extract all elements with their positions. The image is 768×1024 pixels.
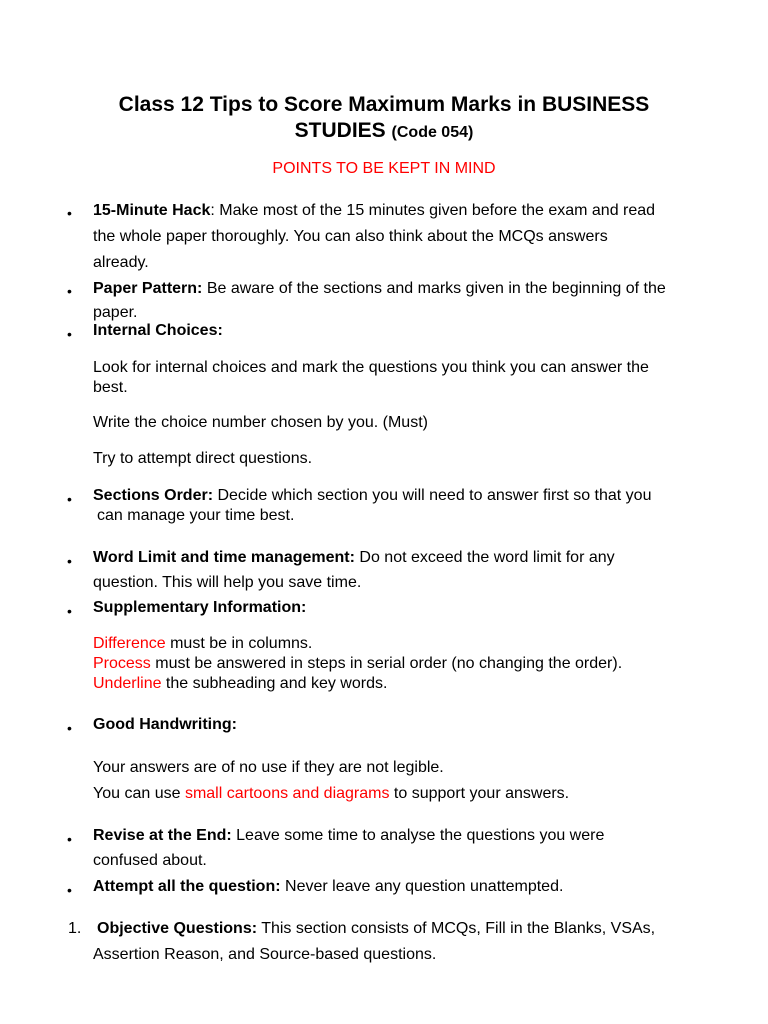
choices-heading xyxy=(93,322,223,340)
wordlimit-label: Word Limit and time management: xyxy=(93,549,355,566)
objective-line-1 xyxy=(97,920,655,938)
bullet-marker: • xyxy=(67,326,72,342)
bullet-marker: • xyxy=(67,283,72,299)
title-line-1: Class 12 Tips to Score Maximum Marks in BUSINESS xyxy=(118,93,650,116)
bullet-marker: • xyxy=(67,882,72,898)
handwriting-label: Good Handwriting: xyxy=(93,716,237,733)
attempt-label: Attempt all the question: xyxy=(93,878,281,895)
sections-label: Sections Order: xyxy=(93,487,214,504)
document-title xyxy=(0,92,768,118)
handwriting-heading xyxy=(93,716,237,734)
hack-line-3: already. xyxy=(93,254,149,271)
underline-text: the subheading and key words. xyxy=(161,675,388,692)
bullet-marker: • xyxy=(67,491,72,507)
choices-label: Internal Choices: xyxy=(93,322,223,339)
sections-text-1: Decide which section you will need to answer first so that you xyxy=(213,487,652,504)
choices-p2: Write the choice number chosen by you. (Must) xyxy=(93,414,428,431)
pattern-line-2: paper. xyxy=(93,304,138,321)
sections-line-1 xyxy=(93,487,651,505)
difference-text: must be in columns. xyxy=(165,635,313,652)
document-title-line-2 xyxy=(0,118,768,146)
sections-line-2: can manage your time best. xyxy=(97,507,295,524)
revise-label: Revise at the End: xyxy=(93,827,232,844)
wordlimit-line-1 xyxy=(93,549,615,567)
supplementary-difference xyxy=(93,635,312,653)
bullet-marker: • xyxy=(67,553,72,569)
objective-label: Objective Questions: xyxy=(97,920,258,937)
hack-line-2: the whole paper thoroughly. You can also think about the MCQs answers xyxy=(93,228,608,245)
choices-p1-line-2: best. xyxy=(93,379,128,396)
objective-line-2: Assertion Reason, and Source-based questions. xyxy=(93,946,437,963)
supplementary-heading xyxy=(93,599,306,617)
wordlimit-line-2: question. This will help you save time. xyxy=(93,574,362,591)
choices-p1-line-1: Look for internal choices and mark the questions you think you can answer the xyxy=(93,359,649,376)
handwriting-p2-start: You can use xyxy=(93,785,185,802)
handwriting-p1: Your answers are of no use if they are not legible. xyxy=(93,759,444,776)
choices-p3: Try to attempt direct questions. xyxy=(93,450,313,467)
supplementary-process xyxy=(93,655,622,673)
objective-text-1: This section consists of MCQs, Fill in the Blanks, VSAs, xyxy=(257,920,656,937)
hack-text-1: : Make most of the 15 minutes given before the exam and read xyxy=(210,202,656,219)
handwriting-p2 xyxy=(93,785,569,803)
bullet-marker: • xyxy=(67,831,72,847)
revise-text-1: Leave some time to analyse the questions you were xyxy=(231,827,605,844)
process-text: must be answered in steps in serial order (no changing the order). xyxy=(150,655,623,672)
attempt-text-1: Never leave any question unattempted. xyxy=(280,878,564,895)
underline-keyword: Underline xyxy=(93,675,162,692)
section-subtitle: POINTS TO BE KEPT IN MIND xyxy=(272,160,496,177)
bullet-marker: • xyxy=(67,720,72,736)
hack-label: 15-Minute Hack xyxy=(93,202,211,219)
revise-line-1 xyxy=(93,827,604,845)
title-studies: STUDIES xyxy=(294,119,386,142)
pattern-text-1: Be aware of the sections and marks given in the beginning of the xyxy=(202,280,666,297)
difference-keyword: Difference xyxy=(93,635,166,652)
title-code: (Code 054) xyxy=(391,124,474,141)
list-number: 1. xyxy=(68,920,82,937)
attempt-line-1 xyxy=(93,878,563,896)
handwriting-p2-end: to support your answers. xyxy=(389,785,570,802)
supplementary-underline xyxy=(93,675,387,693)
bullet-marker: • xyxy=(67,205,72,221)
process-keyword: Process xyxy=(93,655,151,672)
cartoons-keyword: small cartoons and diagrams xyxy=(184,785,390,802)
pattern-label: Paper Pattern: xyxy=(93,280,203,297)
pattern-line-1 xyxy=(93,280,666,298)
bullet-marker: • xyxy=(67,603,72,619)
supplementary-label: Supplementary Information: xyxy=(93,599,307,616)
hack-line-1 xyxy=(93,202,655,220)
wordlimit-text-1: Do not exceed the word limit for any xyxy=(354,549,615,566)
revise-line-2: confused about. xyxy=(93,852,207,869)
